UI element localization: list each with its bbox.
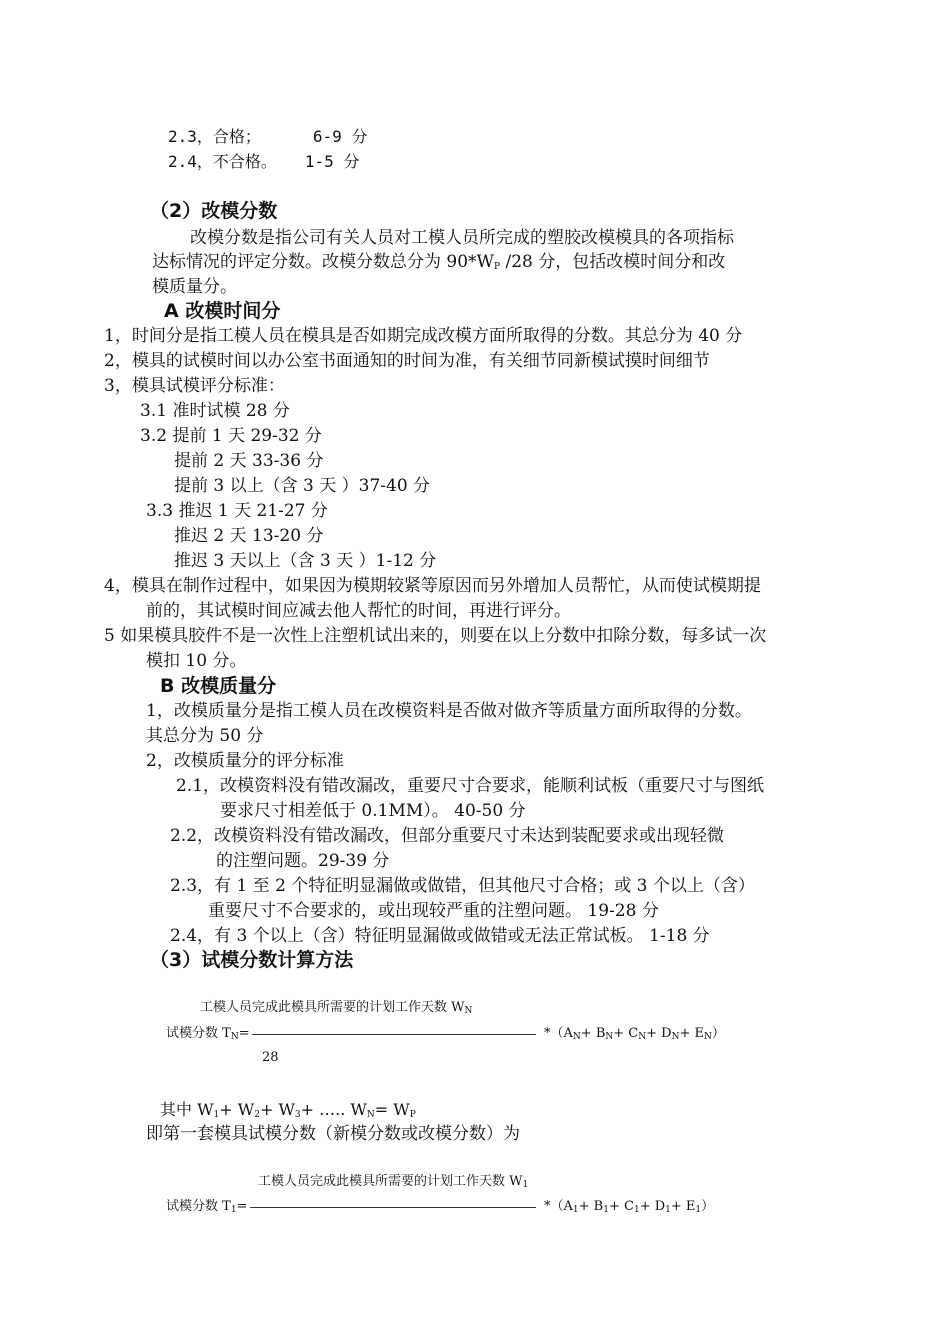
term: B <box>595 1026 606 1041</box>
subscript: 1 <box>633 1205 640 1215</box>
formula-numerator <box>200 1000 472 1019</box>
formula-text: ） <box>711 1026 725 1041</box>
sub-item: 2.3，有 1 至 2 个特征明显漏做或做错，但其他尺寸合格；或 3 个以上（含） <box>170 876 755 896</box>
list-item-2-4 <box>168 151 359 173</box>
subscript: N <box>638 1032 647 1042</box>
list-item: 1，改模质量分是指工模人员在改模资料是否做对做齐等质量方面所取得的分数。 <box>146 701 752 721</box>
section-heading-time-score: A 改模时间分 <box>164 300 281 322</box>
sum-line: 其中 $W_1+ W_2+ W_3+$ ….. $W_N= W_P$ <box>160 1100 416 1120</box>
list-item-continued: 模扣 10 分。 <box>146 651 247 671</box>
list-item-score: 6-9 分 <box>312 127 368 146</box>
sub-item: 3.3 推迟 1 天 21-27 分 <box>146 501 328 521</box>
sub-item: 2.1，改模资料没有错改漏改，重要尺寸合要求，能顺利试板（重要尺寸与图纸 <box>176 776 765 796</box>
section-heading-quality-score: B 改模质量分 <box>160 675 277 697</box>
intro-line: 即第一套模具试模分数（新模分数或改模分数）为 <box>146 1124 520 1144</box>
formula-text: 试模分数 T <box>166 1199 231 1214</box>
section-heading-trial-score-method: （3）试模分数计算方法 <box>150 949 354 971</box>
formula-text: ….. <box>319 1100 346 1119</box>
sub-item: 3.1 准时试模 28 分 <box>140 401 290 421</box>
sub-item: 提前 2 天 33-36 分 <box>174 451 324 471</box>
term: A <box>563 1026 573 1041</box>
list-item: 5 如果模具胶件不是一次性上注塑机试出来的，则要在以上分数中扣除分数，每多试一次 <box>104 626 767 646</box>
subscript: N <box>230 1032 239 1042</box>
paragraph-line: 改模分数是指公司有关人员对工模人员所完成的塑胶改模模具的各项指标 <box>190 228 734 248</box>
term: W <box>278 1100 295 1119</box>
subscript: 1 <box>695 1205 702 1215</box>
list-item-text: 2.4，不合格。 <box>168 152 277 171</box>
formula-text: 工模人员完成此模具所需要的计划工作天数 W <box>258 1174 523 1189</box>
paragraph-line <box>152 251 725 278</box>
sub-item: 提前 3 以上（含 3 天 ）37-40 分 <box>174 476 431 496</box>
subscript: 1 <box>665 1205 671 1215</box>
term: W <box>197 1100 214 1119</box>
list-item: 2，模具的试模时间以办公室书面通知的时间为准，有关细节同新模试摸时间细节 <box>104 351 710 371</box>
term: E <box>685 1199 696 1214</box>
formula-denominator: 28 <box>262 1050 279 1065</box>
subscript: N <box>671 1032 680 1042</box>
sub-item-continued: 的注塑问题。29-39 分 <box>216 851 390 871</box>
subscript: 1 <box>230 1205 237 1215</box>
subscript: 1 <box>522 1180 529 1190</box>
section-heading-modify-score: （2）改模分数 <box>150 200 278 222</box>
list-item: 4，模具在制作过程中，如果因为模期较紧等原因而另外增加人员帮忙，从而使试模期提 <box>104 576 761 596</box>
formula-text: = <box>238 1026 250 1041</box>
formula-text: ） <box>701 1199 715 1214</box>
term: D <box>661 1026 672 1041</box>
formula-text: = <box>236 1199 248 1214</box>
subscript: N <box>464 1006 473 1016</box>
paragraph-text: 达标情况的评定分数。改模分数总分为 90*W <box>152 252 495 272</box>
term: A <box>563 1199 573 1214</box>
formula-text: 工模人员完成此模具所需要的计划工作天数 W <box>200 1000 465 1015</box>
sub-item: 2.4，有 3 个以上（含）特征明显漏做或做错或无法正常试板。 1-18 分 <box>170 926 710 946</box>
subscript: 1 <box>572 1205 579 1215</box>
formula-label <box>166 1026 250 1045</box>
sub-item: 推迟 2 天 13-20 分 <box>174 526 324 546</box>
formula-tail: $*(A_N+ B_N+ C_N+ D_N+ E_N)$ <box>544 1026 725 1042</box>
sub-item-continued: 要求尺寸相差低于 0.1MM）。 40-50 分 <box>220 801 526 821</box>
formula-tail: $*(A_1+ B_1+ C_1+ D_1+ E_1)$ <box>544 1199 715 1215</box>
list-item-continued: 前的，其试模时间应减去他人帮忙的时间，再进行评分。 <box>146 601 571 621</box>
subscript: P <box>409 1110 416 1120</box>
formula-text: *（ <box>544 1199 564 1214</box>
subscript: N <box>703 1032 712 1042</box>
subscript: 1 <box>603 1205 609 1215</box>
subscript: P <box>494 262 501 272</box>
list-item: 2，改模质量分的评分标准 <box>146 751 344 771</box>
sub-item: 3.2 提前 1 天 29-32 分 <box>140 426 322 446</box>
formula-numerator <box>258 1174 528 1193</box>
subscript: 3 <box>294 1110 301 1120</box>
paragraph-line: 模质量分。 <box>152 277 237 297</box>
sub-item: 2.2，改模资料没有错改漏改，但部分重要尺寸未达到装配要求或出现轻微 <box>170 826 725 846</box>
sub-item-continued: 重要尺寸不合要求的，或出现较严重的注塑问题。 19-28 分 <box>208 901 659 921</box>
subscript: N <box>366 1110 375 1120</box>
term: C <box>624 1199 634 1214</box>
term: E <box>694 1026 704 1041</box>
list-item-score: 1-5 分 <box>304 152 360 171</box>
term: B <box>593 1199 604 1214</box>
paragraph-text: /28 分，包括改模时间分和改 <box>500 252 726 272</box>
list-item-text: 2.3，合格； <box>168 127 261 146</box>
formula-text: 其中 <box>160 1100 198 1119</box>
formula-text: 试模分数 T <box>166 1026 231 1041</box>
subscript: N <box>605 1032 614 1042</box>
list-item-continued: 其总分为 50 分 <box>146 726 264 746</box>
term: W <box>350 1100 367 1119</box>
subscript: N <box>572 1032 581 1042</box>
term: D <box>654 1199 666 1214</box>
list-item: 1，时间分是指工模人员在模具是否如期完成改模方面所取得的分数。其总分为 40 分 <box>104 326 743 346</box>
list-item-2-3 <box>168 126 367 148</box>
formula-text: *（ <box>544 1026 564 1041</box>
subscript: 2 <box>254 1110 260 1120</box>
formula-label <box>166 1199 247 1218</box>
fraction-bar <box>252 1034 536 1035</box>
term: C <box>628 1026 639 1041</box>
term: W <box>237 1100 255 1119</box>
term: W <box>393 1100 410 1119</box>
sub-item: 推迟 3 天以上（含 3 天 ）1-12 分 <box>174 551 437 571</box>
subscript: 1 <box>213 1110 220 1120</box>
list-item: 3，模具试模评分标准： <box>104 376 285 396</box>
fraction-bar <box>250 1207 536 1208</box>
